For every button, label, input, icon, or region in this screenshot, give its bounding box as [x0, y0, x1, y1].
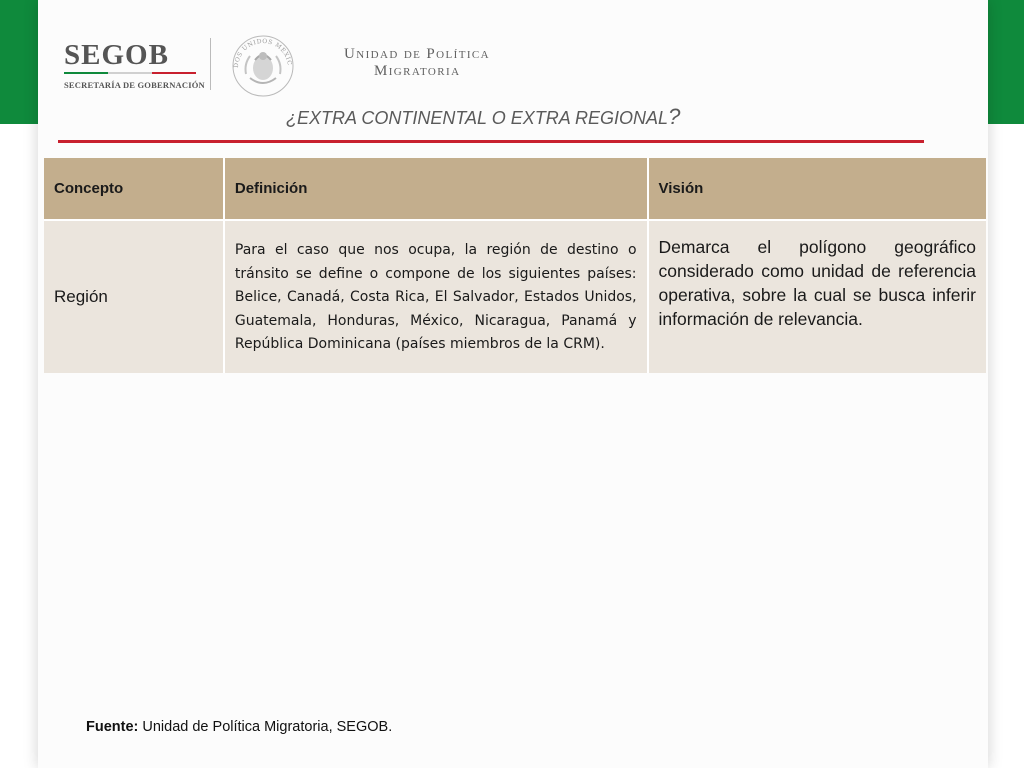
header-concepto: Concepto — [44, 158, 225, 221]
table-header-row — [44, 158, 986, 221]
green-band-right — [988, 0, 1024, 124]
header — [38, 0, 988, 140]
slide-title — [286, 104, 680, 130]
header-vision: Visión — [649, 158, 986, 221]
title-text: EXTRA CONTINENTAL O EXTRA REGIONAL — [297, 108, 669, 128]
cell-definicion: Para el caso que nos ocupa, la región de destino o tránsito se define o compone de los siguientes países: Belice, Canadá, Costa Rica, El Salvador, Estados Unidos, Guatemala, Honduras, México, Nicaragua, Panamá y República Dominicana (países miembros de la CRM). — [225, 221, 649, 373]
source-note — [86, 719, 392, 735]
title-open-mark: ¿ — [286, 108, 297, 128]
concept-table — [44, 158, 986, 373]
unit-name-line1: Unidad de Política — [344, 46, 490, 62]
segob-color-lines — [64, 72, 204, 76]
source-text: Unidad de Política Migratoria, SEGOB. — [138, 719, 393, 735]
svg-text:ESTADOS UNIDOS MEXICANOS: DOS UNIDOS MEXIC — [232, 37, 293, 69]
source-label: Fuente: — [86, 719, 139, 735]
segob-logo — [64, 40, 204, 90]
segob-wordmark: SEGOB — [64, 39, 169, 71]
title-underline — [58, 140, 924, 143]
unit-name — [344, 46, 490, 80]
header-definicion: Definición — [225, 158, 649, 221]
content-panel — [38, 0, 988, 768]
national-seal-icon — [228, 30, 298, 100]
title-close-mark: ? — [668, 104, 681, 129]
cell-vision: Demarca el polígono geográfico considerado como unidad de referencia operativa, sobre la cual se busca inferir información de relevancia. — [649, 221, 986, 373]
cell-concepto: Región — [44, 221, 225, 373]
header-divider — [210, 38, 211, 90]
unit-name-line2: Migratoria — [374, 63, 461, 79]
segob-subtitle: SECRETARÍA DE GOBERNACIÓN — [64, 80, 205, 90]
table-row — [44, 221, 986, 373]
green-band-left — [0, 0, 38, 124]
